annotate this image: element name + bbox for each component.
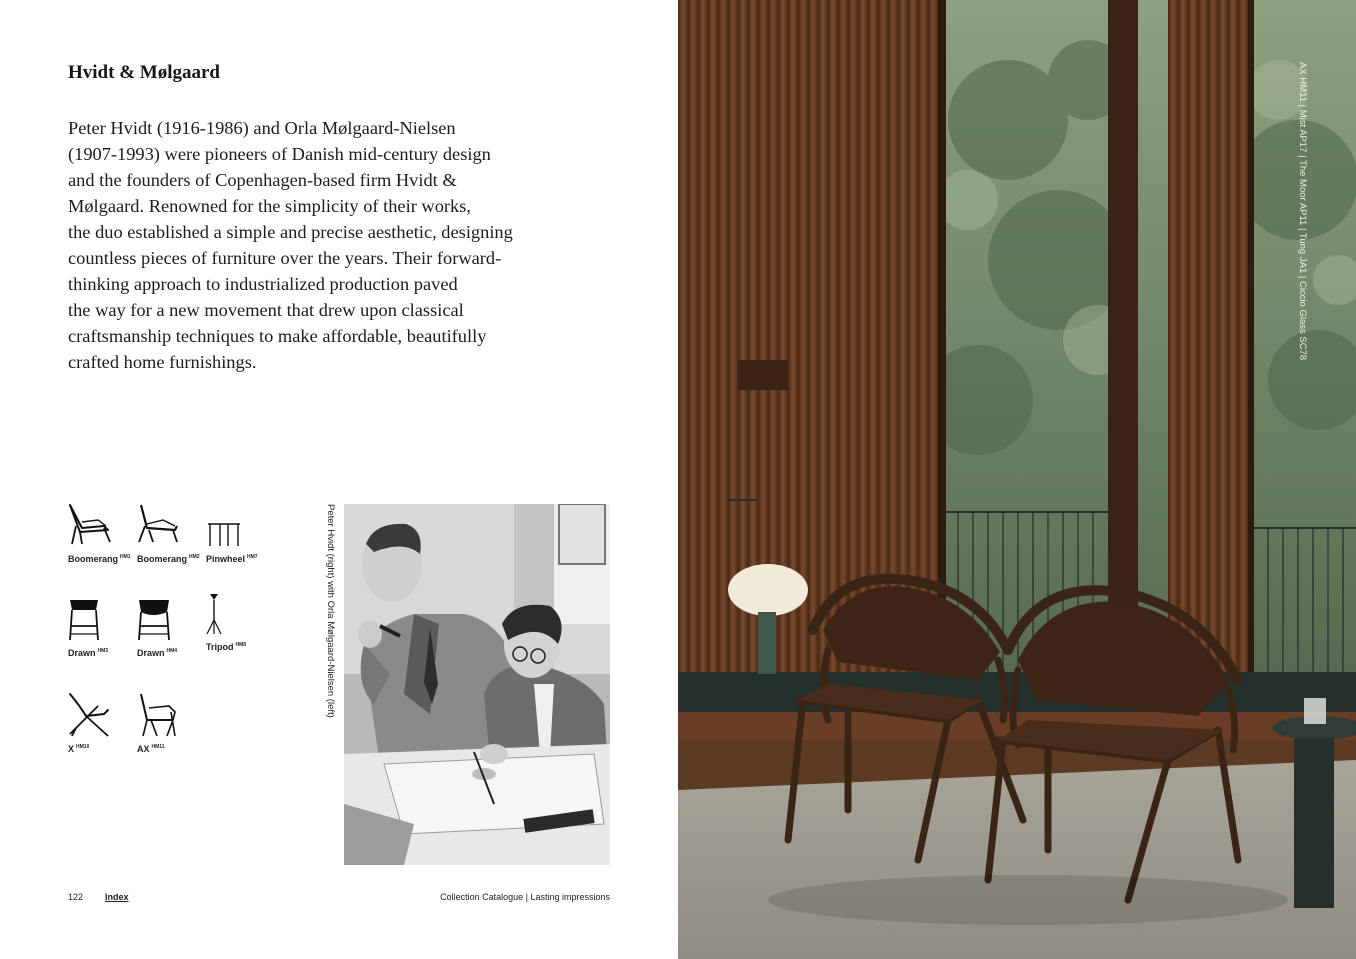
product-name: Boomerang [68,554,119,564]
page-heading: Hvidt & Mølgaard [68,62,220,83]
boomerang-chair-icon [68,502,114,548]
ax-chair-icon [137,692,183,738]
intro-line: (1907-1993) were pioneers of Danish mid-century design [68,144,491,164]
interior-photo [678,0,1356,959]
photo-caption: Peter Hvidt (right) with Orla Mølgaard-Nielsen (left) [325,504,336,718]
product-pinwheel-hm7[interactable] [206,502,272,576]
product-code: HM7 [247,554,258,560]
intro-line: thinking approach to industrialized production paved [68,274,458,294]
product-drawn-hm3[interactable] [68,596,134,670]
product-boomerang-hm2[interactable] [137,502,203,576]
product-code: HM1 [120,554,131,560]
product-name: Drawn [68,648,96,658]
drawn-chair-icon [137,596,183,642]
photo-caption-container [322,504,336,864]
intro-line: and the founders of Copenhagen-based firm Hvidt & [68,170,457,190]
product-drawn-hm4[interactable] [137,596,203,670]
product-code: HM8 [235,642,247,648]
index-link[interactable]: Index [105,892,129,902]
catalogue-title: Collection Catalogue | Lasting impressions [440,892,610,902]
right-page [678,0,1356,959]
product-code: HM4 [166,648,178,654]
product-caption: AX HM11 | Mist AP17 | The Moor AP11 | Tung JA1 | Ciccio Glass SC78 [1297,62,1308,361]
product-name: Pinwheel [206,554,246,564]
intro-line: the duo established a simple and precise aesthetic, designing [68,222,513,242]
product-tripod-hm8[interactable] [206,590,272,664]
intro-line: countless pieces of furniture over the years. Their forward- [68,248,502,268]
boomerang-lounge-chair-icon [137,502,183,548]
product-name: Drawn [137,648,165,658]
product-caption-container [1294,62,1308,362]
product-code: HM11 [151,744,165,750]
product-name: Tripod [206,642,234,652]
designers-archive-photo [344,504,610,865]
product-name: X [68,744,75,754]
drawn-chair-icon [68,596,114,642]
product-name: Boomerang [137,554,188,564]
pinwheel-table-icon [206,502,252,548]
intro-line: craftsmanship techniques to make affordable, beautifully [68,326,487,346]
product-boomerang-hm1[interactable] [68,502,134,576]
intro-line: crafted home furnishings. [68,352,257,372]
product-name: AX [137,744,150,754]
intro-line: Mølgaard. Renowned for the simplicity of their works, [68,196,471,216]
product-ax-hm11[interactable] [137,692,203,766]
product-code: HM10 [76,744,90,750]
intro-line: the way for a new movement that drew upon classical [68,300,464,320]
x-lounge-chair-icon [68,692,114,738]
product-x-hm10[interactable] [68,692,134,766]
intro-paragraph [68,115,558,375]
intro-line: Peter Hvidt (1916-1986) and Orla Mølgaard-Nielsen [68,118,456,138]
tripod-lamp-icon [206,590,252,636]
product-code: HM2 [189,554,200,560]
product-code: HM3 [97,648,109,654]
page-number: 122 [68,892,84,902]
